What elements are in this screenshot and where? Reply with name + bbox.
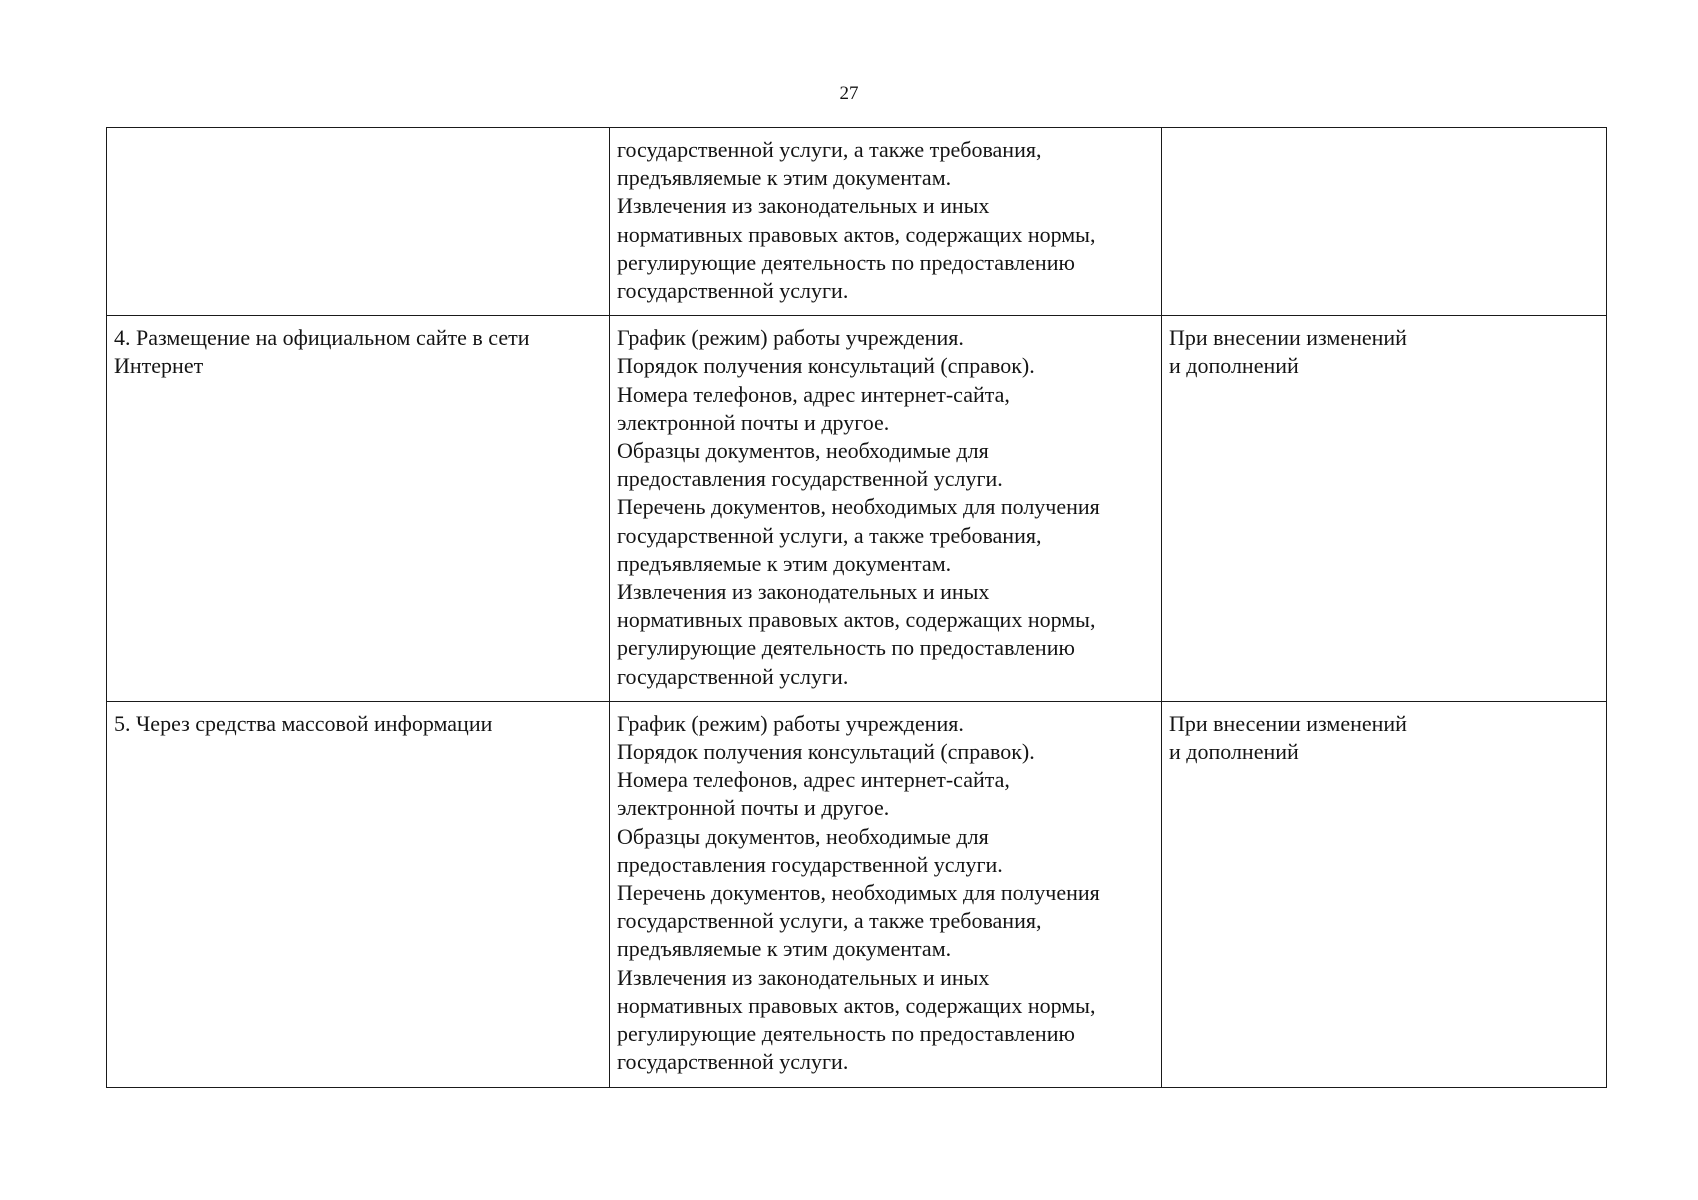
cell-text-line: Извлечения из законодательных и иных [617, 579, 990, 605]
cell-text-line: При внесении изменений [1169, 710, 1407, 736]
cell-text-line: государственной услуги. [617, 663, 849, 689]
cell-text-line: регулирующие деятельность по предоставлению [617, 635, 1075, 661]
cell-text-line: Порядок получения консультаций (справок). [617, 353, 1035, 379]
page-number: 27 [839, 83, 859, 104]
method-cell [107, 316, 610, 702]
table-row [107, 128, 1607, 316]
cell-text-line: Номера телефонов, адрес интернет-сайта, [617, 381, 1010, 407]
frequency-cell [1162, 128, 1607, 316]
info-table-body [107, 128, 1607, 1088]
cell-text-line: предъявляемые к этим документам. [617, 550, 952, 576]
cell-text-line: Интернет [114, 353, 204, 379]
cell-text-line: 5. Через средства массовой информации [114, 710, 493, 736]
cell-text-line: и дополнений [1169, 353, 1299, 379]
cell-text-line: регулирующие деятельность по предоставлению [617, 1021, 1075, 1047]
cell-text-line: Перечень документов, необходимых для получения [617, 880, 1100, 906]
cell-text-line: График (режим) работы учреждения. [617, 710, 964, 736]
cell-text-line: График (режим) работы учреждения. [617, 325, 964, 351]
table-row [107, 316, 1607, 702]
content-cell [610, 316, 1162, 702]
cell-text-line: государственной услуги, а также требования, [617, 908, 1042, 934]
cell-text-line: электронной почты и другое. [617, 409, 890, 435]
cell-text-line: и дополнений [1169, 739, 1299, 765]
cell-text-line: предоставления государственной услуги. [617, 851, 1003, 877]
cell-text-line: государственной услуги, а также требования, [617, 137, 1042, 162]
cell-text-line: предъявляемые к этим документам. [617, 165, 952, 191]
frequency-cell [1162, 701, 1607, 1087]
cell-text-line: Порядок получения консультаций (справок). [617, 739, 1035, 765]
cell-text-line: государственной услуги. [617, 278, 849, 304]
method-cell [107, 128, 610, 316]
cell-text-line: Перечень документов, необходимых для получения [617, 494, 1100, 520]
frequency-cell [1162, 316, 1607, 702]
cell-text-line: нормативных правовых актов, содержащих нормы, [617, 607, 1096, 633]
table-row [107, 701, 1607, 1087]
info-table [106, 127, 1607, 1088]
cell-text-line: государственной услуги. [617, 1049, 849, 1075]
cell-text-line: предъявляемые к этим документам. [617, 936, 952, 962]
cell-text-line: При внесении изменений [1169, 325, 1407, 351]
cell-text-line: Извлечения из законодательных и иных [617, 964, 990, 990]
cell-text-line: регулирующие деятельность по предоставлению [617, 249, 1075, 275]
content-cell [610, 128, 1162, 316]
cell-text-line: Извлечения из законодательных и иных [617, 193, 990, 219]
cell-text-line: 4. Размещение на официальном сайте в сети [114, 325, 530, 351]
cell-text-line: Номера телефонов, адрес интернет-сайта, [617, 767, 1010, 793]
cell-text-line: предоставления государственной услуги. [617, 466, 1003, 492]
cell-text-line: Образцы документов, необходимые для [617, 438, 989, 464]
cell-text-line: нормативных правовых актов, содержащих нормы, [617, 221, 1096, 247]
cell-text-line: государственной услуги, а также требования, [617, 522, 1042, 548]
method-cell [107, 701, 610, 1087]
content-cell [610, 701, 1162, 1087]
cell-text-line: электронной почты и другое. [617, 795, 890, 821]
cell-text-line: нормативных правовых актов, содержащих нормы, [617, 992, 1096, 1018]
cell-text-line: Образцы документов, необходимые для [617, 823, 989, 849]
